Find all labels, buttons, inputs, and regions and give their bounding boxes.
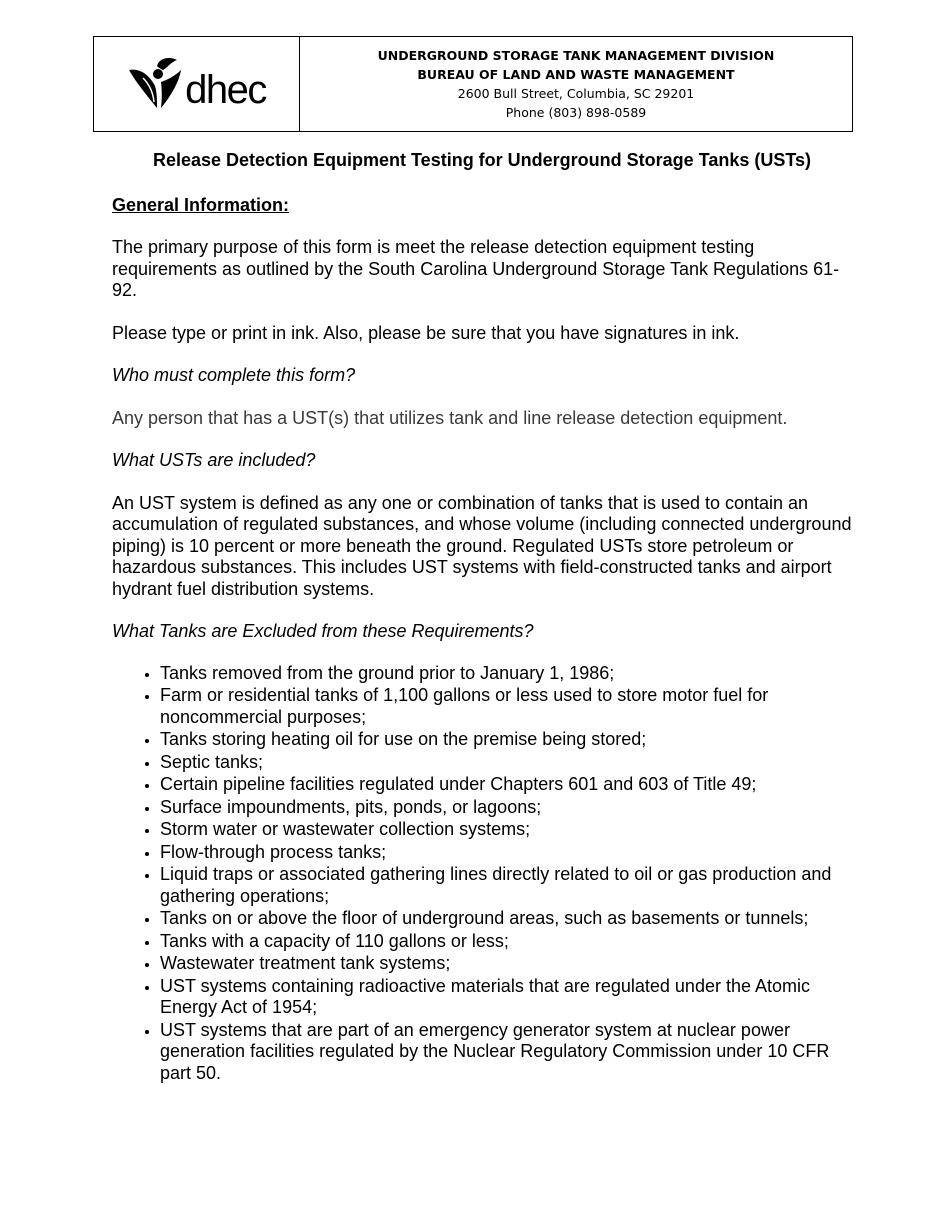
question-who: Who must complete this form? [112, 365, 356, 385]
answer-who: Any person that has a UST(s) that utilizes tank and line release detection equipment. [112, 407, 788, 428]
org-info [300, 37, 852, 131]
list-item: • Wastewater treatment tank systems; [160, 953, 852, 975]
list-item: • Surface impoundments, pits, ponds, or lagoons; [160, 797, 852, 819]
list-item: • Tanks storing heating oil for use on the premise being stored; [160, 729, 852, 751]
answer-what-included: An UST system is defined as any one or combination of tanks that is used to contain an accumulation of regulated substances, and whose volume (including connected underground piping) is 10 percent or more beneath the ground. Regulated USTs store petroleum or hazardous substances. This includes UST systems with field-constructed tanks and airport hydrant fuel distribution systems. [112, 492, 852, 599]
division-name: UNDERGROUND STORAGE TANK MANAGEMENT DIVISION [377, 48, 775, 63]
logo-text: dhec [185, 68, 266, 112]
logo-cell [94, 37, 300, 131]
header-box [93, 36, 853, 132]
list-item: • Tanks on or above the floor of underground areas, such as basements or tunnels; [160, 908, 852, 930]
exclusion-list [112, 663, 852, 1085]
phone: Phone (803) 898-0589 [505, 105, 647, 120]
list-item: • Septic tanks; [160, 752, 852, 774]
leaf-figure-icon [127, 56, 189, 112]
list-item: • Storm water or wastewater collection systems; [160, 819, 852, 841]
list-item: • Farm or residential tanks of 1,100 gallons or less used to store motor fuel for noncommercial purposes; [160, 685, 852, 728]
list-item: • Flow-through process tanks; [160, 842, 852, 864]
list-item: • Certain pipeline facilities regulated under Chapters 601 and 603 of Title 49; [160, 774, 852, 796]
list-item: • UST systems containing radioactive materials that are regulated under the Atomic Energy Act of 1954; [160, 976, 852, 1019]
page-title: Release Detection Equipment Testing for Underground Storage Tanks (USTs) [152, 150, 812, 170]
general-info-heading: General Information: [112, 194, 290, 215]
list-item: • Tanks removed from the ground prior to January 1, 1986; [160, 663, 852, 685]
intro-paragraph: The primary purpose of this form is meet the release detection equipment testing requirements as outlined by the South Carolina Underground Storage Tank Regulations 61-92. [112, 237, 840, 300]
ink-note: Please type or print in ink. Also, please be sure that you have signatures in ink. [112, 322, 740, 343]
question-excluded: What Tanks are Excluded from these Requirements? [112, 621, 534, 641]
dhec-logo [127, 56, 266, 112]
address: 2600 Bull Street, Columbia, SC 29201 [457, 86, 695, 101]
bureau-name: BUREAU OF LAND AND WASTE MANAGEMENT [417, 67, 735, 82]
list-item: • Tanks with a capacity of 110 gallons or less; [160, 931, 852, 953]
list-item: • UST systems that are part of an emergency generator system at nuclear power generation facilities regulated by the Nuclear Regulatory Commission under 10 CFR part 50. [160, 1020, 852, 1085]
list-item: • Liquid traps or associated gathering lines directly related to oil or gas production and gathering operations; [160, 864, 852, 907]
document-body [112, 150, 852, 1085]
question-what-included: What USTs are included? [112, 450, 316, 470]
